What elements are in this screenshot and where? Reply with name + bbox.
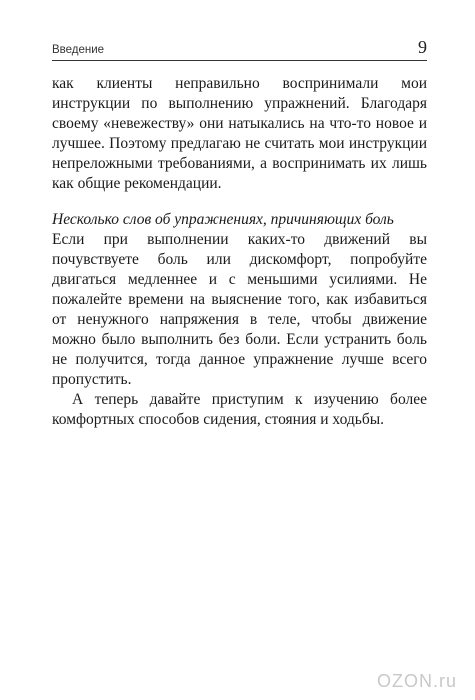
page-body bbox=[52, 74, 427, 430]
watermark-logo: OZON.ru bbox=[376, 671, 457, 691]
paragraph-pain: Если при выполнении каких-то движений вы почувствуете боль или дискомфорт, попробуйте двигаться медленнее и с меньшими усилиями. Не пожалейте времени на выяснение того, как избавиться от ненужного напряжения в теле, чтобы движение можно было выполнить без боли. Если устранить боль не получится, тогда данное упражнение лучше всего пропустить. bbox=[52, 231, 427, 388]
paragraph-next: А теперь давайте приступим к изучению более комфортных способов сидения, стояния и ходьбы. bbox=[52, 391, 427, 428]
page-number: 9 bbox=[418, 37, 427, 57]
section-title: Введение bbox=[52, 44, 105, 56]
paragraph-continued: как клиенты неправильно воспринимали мои инструкции по выполнению упражнений. Благодаря своему «невежеству» они натыкались на что-то новое и лучшее. Поэтому предлагаю не считать мои инструкции непреложными требованиями, а воспринимать их лишь как общие рекомендации. bbox=[52, 75, 427, 192]
subheading: Несколько слов об упражнениях, причиняющих боль bbox=[52, 211, 394, 228]
running-header bbox=[52, 36, 427, 61]
